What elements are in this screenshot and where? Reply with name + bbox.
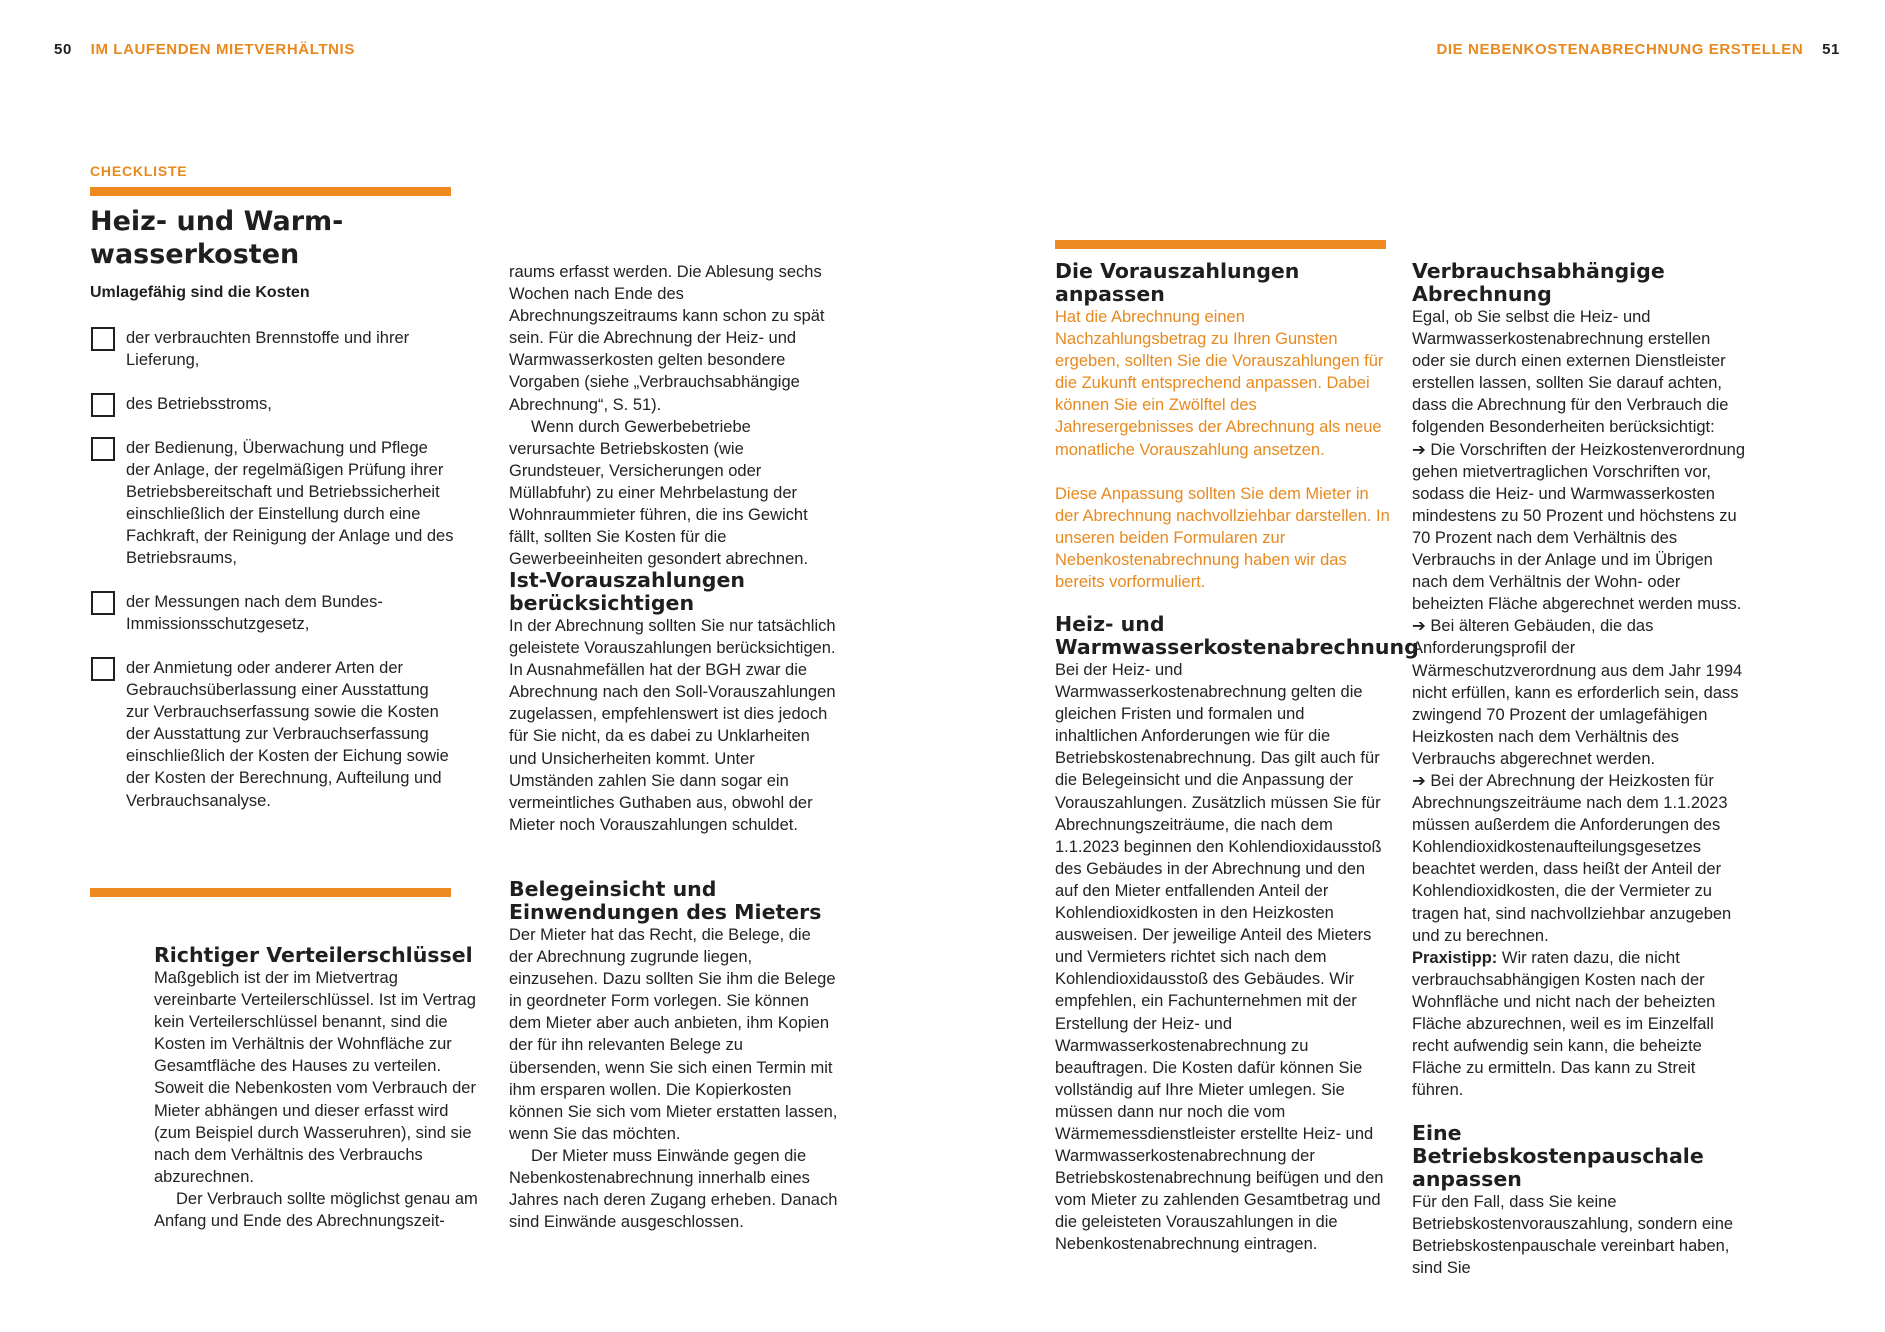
arrow-icon: ➔ <box>1412 617 1426 636</box>
checklist-title: Heiz- und Warm- wasserkosten <box>90 206 344 270</box>
column-2-top <box>509 261 839 570</box>
paragraph: Bei der Heiz- und Warmwasserkostenabrechnung gelten die gleichen Fristen und formalen und inhaltlichen Anforderungen wie für die Betriebskostenabrechnung. Das gilt auch für die Belegeinsicht und die Anpassung der Vorauszahlungen. Zusätzlich müssen Sie für Abrechnungszeiträume, die nach dem 1.1.2023 beginnen den Kohlendioxidausstoß des Gebäudes in der Abrechnung und den auf den Mieter entfallenden Anteil der Kohlendioxidkosten in den Heizkosten ausweisen. Der jeweilige Anteil des Mieters und Vermieters richtet sich nach dem Kohlendioxidausstoß des Gebäudes. Wir empfehlen, ein Fachunternehmen mit der Erstellung der Heiz- und Warmwasserkostenabrechnung zu beauftragen. Die Kosten dafür können Sie vollständig auf Ihre Mieter umlegen. Sie müssen dann nur noch die vom Wärmemessdienstleister erstellte Heiz- und Warmwasserkostenabrechnung der Betriebskostenabrechnung beifügen und den vom Mieter zu zahlenden Gesamtbetrag und die geleisteten Vorauszahlungen in die Nebenkostenabrechnung eintragen. <box>1055 661 1384 1254</box>
section-vorauszahlungen <box>1055 260 1390 593</box>
paragraph: Der Mieter hat das Recht, die Belege, die der Abrechnung zugrunde liegen, einzusehen. Dazu sollten Sie ihm die Belege in geordneter Form vorlegen. Sie können dem Mieter aber auch anbieten, ihm Kopien der für ihn relevanten Belege zu übersenden, wenn Sie sich einen Termin mit ihm ersparen wollen. Die Kopierkosten können Sie sich vom Mieter erstatten lassen, wenn Sie das möchten. <box>509 926 838 1143</box>
paragraph: Hat die Abrechnung einen Nachzahlungsbetrag zu Ihren Gunsten ergeben, sollten Sie die Vorauszahlungen für die Zukunft entsprechend anpassen. Dabei können Sie ein Zwölftel des Jahresergebnisses der Abrechnung als neue monatliche Vorauszahlung ansetzen. <box>1055 308 1384 459</box>
paragraph: Der Verbrauch sollte möglichst genau am Anfang und Ende des Abrechnungszeit- <box>154 1189 478 1231</box>
paragraph: Für den Fall, dass Sie keine Betriebskostenvorauszahlung, sondern eine Betriebskostenpauschale vereinbart haben, sind Sie <box>1412 1193 1734 1278</box>
praxistipp-label: Praxistipp: <box>1412 948 1498 967</box>
page-number-right: 51 <box>1822 41 1840 58</box>
checkbox-5[interactable] <box>91 657 115 681</box>
page-number-left: 50 <box>54 41 72 58</box>
vorauszahlungen-rule <box>1055 240 1386 249</box>
running-head-left <box>54 41 355 58</box>
heading-heiz-warmwasser: Heiz- und Warmwasserkostenabrechnung <box>1055 612 1419 659</box>
heading-pauschale: Eine Betriebskostenpauschale anpassen <box>1412 1121 1704 1191</box>
paragraph: Der Mieter muss Einwände gegen die Nebenkostenabrechnung innerhalb eines Jahres nach deren Zugang erheben. Danach sind Einwände ausgeschlossen. <box>509 1146 838 1232</box>
checklist-bottom-rule <box>90 888 451 897</box>
checklist-item-1: der verbrauchten Brennstoffe und ihrer Lieferung, <box>126 329 410 370</box>
checkbox-1[interactable] <box>91 327 115 351</box>
section-heiz-warmwasser <box>1055 612 1419 1256</box>
section-ist-vorauszahlungen <box>509 569 839 836</box>
bullet-item: ➔ Die Vorschriften der Heizkostenverordnung gehen mietvertraglichen Vorschriften vor, sodass die Heiz- und Warmwasserkosten mindestens zu 50 Prozent und höchstens zu 70 Prozent nach dem Verhältnis des Verbrauchs in der Anlage und im Übrigen nach dem Verhältnis der Wohn- oder beheizten Fläche abgerechnet werden muss. <box>1412 440 1746 614</box>
checklist-lead: Umlagefähig sind die Kosten <box>90 284 310 301</box>
paragraph: Egal, ob Sie selbst die Heiz- und Warmwasserkostenabrechnung erstellen oder sie durch einen externen Dienstleister erstellen lassen, sollten Sie darauf achten, dass die Abrechnung für den Verbrauch die folgenden Besonderheiten berücksichtigt: <box>1412 308 1729 437</box>
paragraph: In der Abrechnung sollten Sie nur tatsächlich geleistete Vorauszahlungen berücksichtigen. In Ausnahmefällen hat der BGH zwar die Abrechnung nach den Soll-Vorauszahlungen zugelassen, empfehlenswert ist dies jedoch für Sie nicht, da es dabei zu Unklarheiten und Unsicherheiten kommt. Unter Umständen zahlen Sie dann sogar ein vermeintliches Guthaben aus, obwohl der Mieter noch Vorauszahlungen schuldet. <box>509 617 836 834</box>
running-title-left: IM LAUFENDEN MIETVERHÄLTNIS <box>90 41 355 58</box>
bullet-item: ➔ Bei älteren Gebäuden, die das Anforderungsprofil der Wärmeschutzverordnung aus dem Jahr 1994 nicht erfüllen, kann es erforderlich sein, dass zwingend 70 Prozent der umlagefähigen Heizkosten nach dem Verhältnis des Verbrauchs abgerechnet werden. <box>1412 617 1743 768</box>
checklist-item-4: der Messungen nach dem Bundes-Immissionsschutzgesetz, <box>126 593 383 634</box>
running-head-right <box>1436 41 1840 58</box>
heading-verteilerschluessel: Richtiger Verteilerschlüssel <box>154 943 473 967</box>
paragraph: Diese Anpassung sollten Sie dem Mieter in der Abrechnung nachvollziehbar darstellen. In unseren beiden Formularen zur Nebenkostenabrechnung haben wir das bereits vorformuliert. <box>1055 484 1390 592</box>
paragraph: raums erfasst werden. Die Ablesung sechs Wochen nach Ende des Abrechnungszeitraums kann schon zu spät sein. Für die Abrechnung der Heiz- und Warmwasserkosten gelten besondere Vorgaben (siehe „Verbrauchsabhängige Abrechnung“, S. 51). <box>509 263 825 414</box>
checklist-top-rule <box>90 187 451 196</box>
heading-ist-vorauszahlungen: Ist-Vorauszahlungen berücksichtigen <box>509 568 745 615</box>
running-title-right: DIE NEBENKOSTENABRECHNUNG ERSTELLEN <box>1436 41 1804 58</box>
checklist-label: CHECKLISTE <box>90 163 188 179</box>
section-pauschale <box>1412 1122 1747 1279</box>
heading-belegeinsicht: Belegeinsicht und Einwendungen des Mieters <box>509 877 822 924</box>
checklist-item-5: der Anmietung oder anderer Arten der Gebrauchsüberlassung einer Ausstattung zur Verbrauchserfassung sowie die Kosten der Ausstattung zur Verbrauchserfassung einschließlich der Kosten der Eichung sowie der Kosten der Berechnung, Aufteilung und Verbrauchsanalyse. <box>126 659 449 810</box>
section-belegeinsicht <box>509 878 839 1233</box>
checkbox-3[interactable] <box>91 437 115 461</box>
bullet-item: ➔ Bei der Abrechnung der Heizkosten für Abrechnungszeiträume nach dem 1.1.2023 müssen außerdem die Anforderungen des Kohlendioxidkostenaufteilungsgesetzes beachtet werden, dass heißt der Anteil der Kohlendioxidkosten, die der Vermieter zu tragen hat, sind nachvollziehbar anzugeben und zu berechnen. <box>1412 771 1732 945</box>
paragraph: Maßgeblich ist der im Mietvertrag vereinbarte Verteilerschlüssel. Ist im Vertrag kein Verteilerschlüssel benannt, sind die Kosten im Verhältnis der Wohnfläche zur Gesamtfläche des Hauses zu verteilen. Soweit die Nebenkosten vom Verbrauch der Mieter abhängen und dieser erfasst wird (zum Beispiel durch Wasseruhren), sind sie nach dem Verhältnis des Verbrauchs abzurechnen. <box>154 969 476 1186</box>
paragraph: Wenn durch Gewerbebetriebe verursachte Betriebskosten (wie Grundsteuer, Versicherungen oder Müllabfuhr) zu einer Mehrbelastung der Wohnraummieter führen, die ins Gewicht fällt, sollten Sie Kosten für die Gewerbeeinheiten gesondert abrechnen. <box>509 417 809 569</box>
arrow-icon: ➔ <box>1412 771 1426 790</box>
heading-vorauszahlungen: Die Vorauszahlungen anpassen <box>1055 259 1300 306</box>
checkbox-2[interactable] <box>91 393 115 417</box>
praxistipp: Praxistipp: Wir raten dazu, die nicht verbrauchsabhängigen Kosten nach der Wohnfläche und nicht nach der beheizten Fläche abzurechnen, weil es im Einzelfall recht aufwendig sein kann, die beheizte Fläche zu ermitteln. Das kann zu Streit führen. <box>1412 948 1716 1100</box>
section-verteilerschluessel <box>154 944 479 1232</box>
checklist-item-3: der Bedienung, Überwachung und Pflege der Anlage, der regelmäßigen Prüfung ihrer Betriebsbereitschaft und Betriebssicherheit einschließlich der Einstellung durch eine Fachkraft, der Reinigung der Anlage und des Betriebsraums, <box>126 439 454 568</box>
checkbox-4[interactable] <box>91 591 115 615</box>
checklist-item-2: des Betriebsstroms, <box>126 395 272 413</box>
arrow-icon: ➔ <box>1412 440 1426 459</box>
section-verbrauchsabhaengig <box>1412 260 1747 1101</box>
heading-verbrauchsabhaengig: Verbrauchsabhängige Abrechnung <box>1412 259 1665 306</box>
